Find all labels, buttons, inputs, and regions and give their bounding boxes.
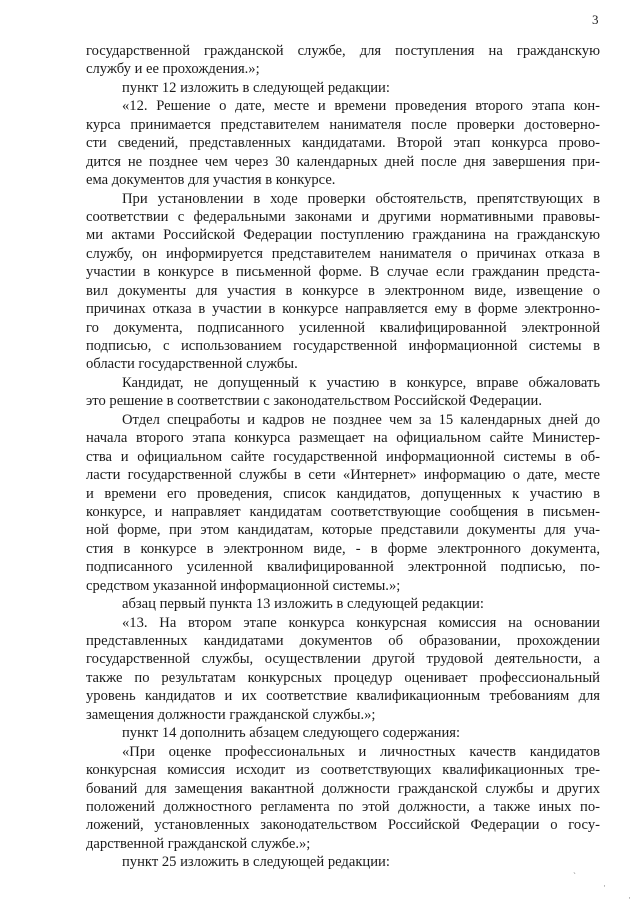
text-line: подписанного усиленной квалифицированной электронной подписью, по- [86, 559, 600, 576]
document-body [86, 42, 600, 872]
text-line: службу и ее прохождения.»; [86, 61, 260, 78]
text-line: сти сведений, представленных кандидатами. Второй этап конкурса прово- [86, 135, 600, 152]
text-line: это решение в соответствии с законодательством Российской Федерации. [86, 393, 542, 410]
text-line: пункт 12 изложить в следующей редакции: [122, 79, 390, 96]
text-line: го документа, подписанного усиленной квалифицированной электронной [86, 319, 600, 336]
text-line: государственной службы, осуществлении другой трудовой деятельности, а [86, 651, 600, 668]
text-line: «12. Решение о дате, месте и времени проведения второго этапа кон- [122, 98, 600, 115]
text-line: соответствии с федеральными законами и другими нормативными правовы- [86, 208, 600, 225]
text-line: причинах отказа в участии в конкурсе направляется ему в форме электронно- [86, 301, 600, 318]
text-line: дарственной гражданской службе.»; [86, 835, 311, 852]
text-line: положений должностного регламента по этой должности, а также иных по- [86, 798, 600, 815]
text-line: дится не позднее чем через 30 календарных дней после дня завершения при- [86, 153, 600, 170]
text-line: ства и официальном сайте государственной информационной системы в об- [86, 448, 600, 465]
text-line: и времени его проведения, список кандидатов, допущенных к участию в [86, 485, 600, 502]
text-line: конкурсе, и направляет кандидатам соответствующие сообщения в письмен- [86, 503, 600, 520]
text-line: При установлении в ходе проверки обстоятельств, препятствующих в [122, 190, 600, 207]
text-line: Кандидат, не допущенный к участию в конкурсе, вправе обжаловать [122, 374, 600, 391]
text-line: «13. На втором этапе конкурса конкурсная комиссия на основании [122, 614, 600, 631]
text-line: стия в конкурсе в электронном виде, - в форме электронного документа, [86, 540, 600, 557]
text-line: Отдел спецработы и кадров не позднее чем за 15 календарных дней до [122, 411, 600, 428]
text-line: «При оценке профессиональных и личностных качеств кандидатов [122, 743, 600, 760]
scan-artifact: · [603, 881, 606, 891]
text-line: средством указанной информационной системы.»; [86, 577, 401, 594]
text-line: бований для замещения вакантной должности гражданской службы и других [86, 780, 600, 797]
text-line: представленных кандидатами документов об образовании, прохождении [86, 633, 600, 649]
text-line: ласти государственной службы в сети «Интернет» информацию о дате, месте [86, 467, 600, 484]
text-line: курса принимается представителем нанимателя после проверки достоверно- [86, 116, 600, 133]
text-line: службу, он информируется представителем нанимателя о причинах отказа в [86, 245, 600, 262]
text-line: вил документы для участия в конкурсе в электронном виде, извещение о [86, 282, 600, 299]
scan-artifact: · [628, 893, 631, 903]
text-line: ема документов для участия в конкурсе. [86, 172, 336, 189]
text-line: ми актами Российской Федерации поступлению гражданина на гражданскую [86, 227, 600, 244]
text-line: области государственной службы. [86, 356, 298, 373]
text-line: также по результатам конкурсных процедур оценивает профессиональный [86, 669, 600, 686]
text-line: замещения должности гражданской службы.»; [86, 706, 376, 723]
text-line: конкурсная комиссия исходит из соответствующих квалификационных тре- [86, 762, 600, 779]
text-line: ложений, установленных законодательством Российской Федерации о госу- [86, 817, 600, 834]
text-line: государственной гражданской службе, для поступления на гражданскую [86, 43, 600, 59]
scan-artifact: ` [573, 871, 576, 881]
text-line: абзац первый пункта 13 изложить в следующей редакции: [122, 596, 484, 613]
text-line: пункт 25 изложить в следующей редакции: [122, 854, 390, 871]
text-line: начала второго этапа конкурса размещает на официальном сайте Министер- [86, 430, 600, 447]
text-line: ной форме, при этом кандидатам, которые представили документы для уча- [86, 522, 600, 539]
text-line: пункт 14 дополнить абзацем следующего содержания: [122, 725, 461, 742]
page-number: 3 [592, 12, 599, 27]
text-line: уровень кандидатов и их соответствие квалификационным требованиям для [86, 688, 600, 705]
text-line: подписью, с использованием государственной информационной системы в [86, 338, 600, 354]
text-line: участии в конкурсе в письменной форме. В случае если гражданин предста- [86, 264, 600, 281]
